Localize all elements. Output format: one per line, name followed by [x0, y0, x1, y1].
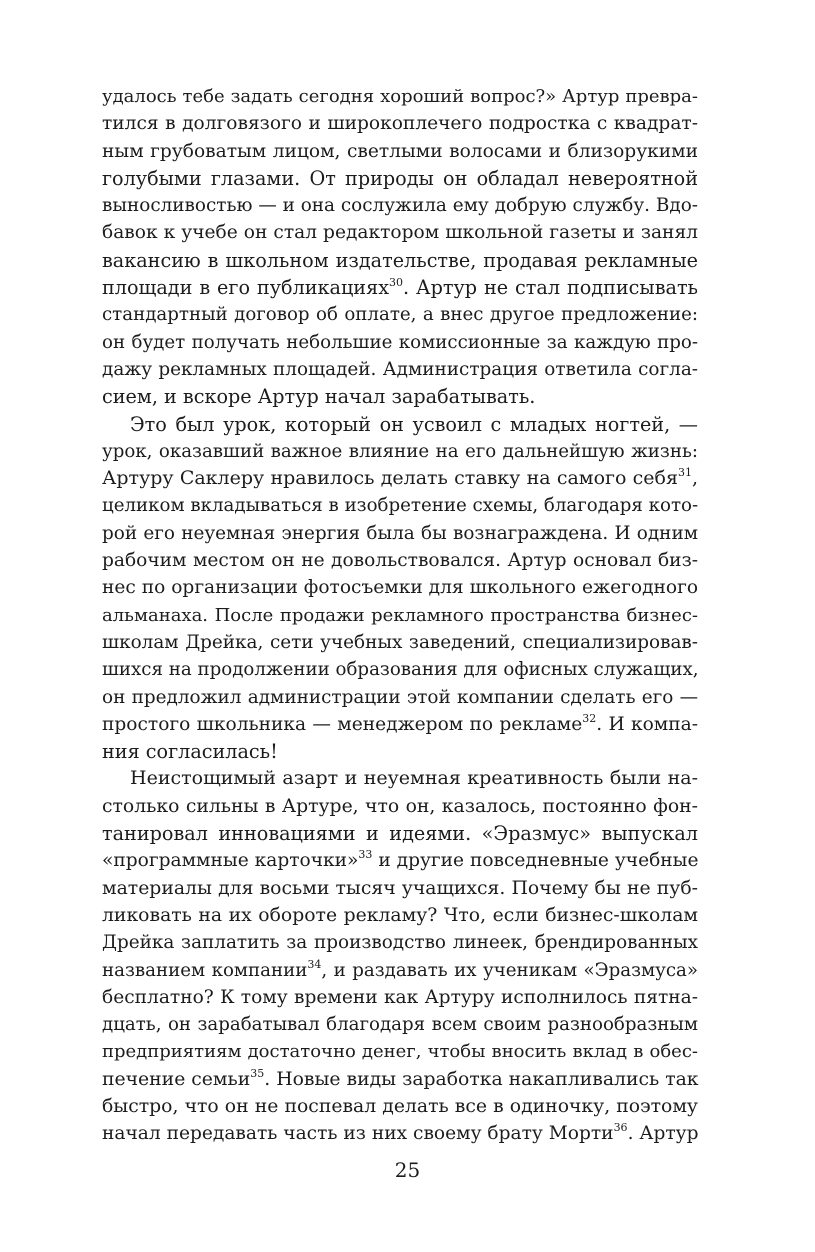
text-line	[102, 356, 698, 383]
line-text: дцать, он зарабатывал благодаря всем своим разнообразным	[102, 1014, 698, 1036]
text-line	[102, 984, 698, 1011]
line-text: голубыми глазами. От природы он обладал невероятной	[102, 166, 698, 190]
line-text: альманаха. После продажи рекламного пространства бизнес-	[102, 604, 698, 626]
text-line	[102, 656, 698, 683]
line-text: ным грубоватым лицом, светлыми волосами и близорукими	[102, 140, 698, 162]
line-text: вакансию в школьном издательстве, продавая рекламные	[102, 248, 698, 272]
line-text: он предложил администрации этой компании сделать его —	[102, 686, 698, 708]
line-text: шихся на продолжении образования для офисных служащих,	[102, 659, 699, 681]
line-text: ния согласилась!	[102, 740, 278, 764]
text-line	[102, 165, 698, 192]
line-text: начал передавать часть из них своему брату Морти	[102, 1123, 614, 1145]
text-line	[102, 738, 698, 765]
line-text: быстро, что он не поспевал делать все в одиночку, поэтому	[102, 1095, 698, 1117]
text-line	[102, 875, 698, 902]
text-line	[102, 383, 698, 410]
line-text: стандартный договор об оплате, а внес другое предложение:	[102, 304, 698, 326]
line-text: целиком вкладываться в изобретение схемы, благодаря кото-	[102, 495, 699, 517]
text-line	[102, 684, 698, 711]
footnote-ref[interactable]: 31	[677, 466, 692, 480]
text-line	[102, 219, 698, 246]
text-line	[102, 629, 698, 656]
line-text: Дрейка заплатить за производство линеек, брендированных	[102, 932, 698, 954]
text-line	[102, 301, 698, 328]
text-line	[102, 465, 698, 492]
text-line	[102, 247, 698, 274]
text-line	[102, 929, 698, 956]
paragraph	[102, 83, 698, 411]
text-line	[102, 574, 698, 601]
line-text: Это был урок, который он усвоил с младых ногтей, —	[130, 412, 698, 436]
body-text	[102, 83, 698, 1148]
line-text: Неистощимый азарт и неуемная креативность были на-	[130, 767, 698, 790]
line-text: Артуру Саклеру нравилось делать ставку на самого себя	[102, 467, 678, 490]
page-number: 25	[394, 1158, 421, 1182]
line-text: столько сильны в Артуре, что он, казалось, постоянно фон-	[102, 795, 698, 817]
text-line	[102, 1093, 698, 1120]
text-line	[102, 492, 698, 519]
line-text: тился в долговязого и широкоплечего подростка с квадрат-	[102, 113, 698, 135]
text-line	[102, 547, 698, 574]
text-line	[102, 438, 698, 465]
line-text: бавок к учебе он стал редактором школьной газеты и занял	[102, 222, 698, 244]
footnote-ref[interactable]: 35	[250, 1066, 265, 1080]
line-text: бесплатно? К тому времени как Артуру исполнилось пятна-	[102, 986, 698, 1008]
line-text: школам Дрейка, сети учебных заведений, специализировав-	[102, 631, 698, 653]
footnote-ref[interactable]: 33	[358, 848, 373, 862]
line-text-after: и другие повседневные учебные	[372, 850, 699, 872]
text-line	[102, 847, 698, 874]
text-line	[102, 138, 698, 165]
line-text: нес по организации фотосъемки для школьного ежегодного	[102, 577, 699, 599]
line-text-after: . Артур не стал подписывать	[403, 276, 698, 300]
line-text: «программные карточки»	[102, 850, 359, 872]
line-text: удалось тебе задать сегодня хороший вопрос?» Артур превра-	[102, 86, 698, 107]
line-text: рабочим местом он не довольствовался. Артур основал биз-	[102, 550, 698, 572]
text-line	[102, 192, 698, 219]
footnote-ref[interactable]: 32	[582, 711, 597, 725]
text-line	[102, 902, 698, 929]
line-text-after: , и раздавать их ученикам «Эразмуса»	[321, 959, 699, 981]
line-text: ликовать на их обороте рекламу? Что, если бизнес-школам	[102, 904, 698, 926]
text-line	[102, 765, 698, 792]
line-text: дажу рекламных площадей. Администрация ответила согла-	[102, 358, 698, 380]
paragraph	[102, 765, 698, 1147]
text-line	[102, 329, 698, 356]
line-text: простого школьника — менеджером по рекламе	[102, 713, 583, 735]
text-line	[102, 957, 698, 984]
line-text: площади в его публикациях	[102, 276, 390, 300]
line-text: названием компании	[102, 959, 308, 981]
text-line	[102, 83, 698, 110]
line-text: сием, и вскоре Артур начал зарабатывать.	[102, 385, 536, 409]
line-text-after: ,	[691, 467, 698, 490]
line-text: печение семьи	[102, 1068, 251, 1090]
line-text-after: . И компа-	[596, 713, 698, 735]
line-text: предприятиям достаточно денег, чтобы вносить вклад в обес-	[102, 1041, 698, 1063]
text-line	[102, 602, 698, 629]
text-line	[102, 1011, 698, 1038]
text-line	[102, 520, 698, 547]
line-text: урок, оказавший важное влияние на его дальнейшую жизнь:	[102, 440, 698, 462]
paragraph	[102, 411, 698, 766]
text-line	[102, 1120, 698, 1147]
text-line	[102, 1038, 698, 1065]
text-line	[102, 411, 698, 438]
line-text: материалы для восьми тысяч учащихся. Почему бы не пуб-	[102, 877, 698, 899]
text-line	[102, 793, 698, 820]
footnote-ref[interactable]: 36	[613, 1121, 628, 1135]
text-line	[102, 1066, 698, 1093]
line-text: танировал инновациями и идеями. «Эразмус» выпускал	[102, 822, 698, 846]
line-text: выносливостью — и она сослужила ему добрую службу. Вдо-	[102, 195, 698, 217]
line-text-after: . Артур	[627, 1123, 699, 1145]
line-text: рой его неуемная энергия была бы вознаграждена. И одним	[102, 522, 698, 544]
text-line	[102, 820, 698, 847]
footnote-ref[interactable]: 34	[307, 957, 322, 971]
text-line	[102, 711, 698, 738]
text-line	[102, 110, 698, 137]
footnote-ref[interactable]: 30	[389, 276, 404, 290]
text-line	[102, 274, 698, 301]
line-text: он будет получать небольшие комиссионные за каждую про-	[102, 331, 698, 353]
line-text-after: . Новые виды заработка накапливались так	[264, 1068, 699, 1090]
